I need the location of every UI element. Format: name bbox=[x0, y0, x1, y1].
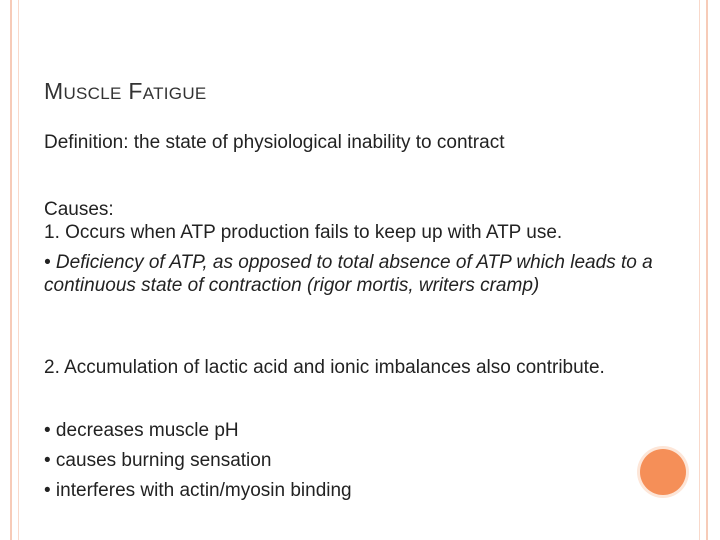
decorative-circle bbox=[640, 449, 686, 495]
definition-text: Definition: the state of physiological inability to contract bbox=[44, 132, 505, 153]
list-item: • causes burning sensation bbox=[44, 450, 272, 471]
cause-2-bullet-list bbox=[44, 416, 684, 506]
causes-label: Causes: bbox=[44, 199, 114, 220]
list-item: • decreases muscle pH bbox=[44, 420, 239, 441]
cause-1-text: 1. Occurs when ATP production fails to keep up with ATP use. bbox=[44, 222, 563, 243]
slide-title: MUSCLE FATIGUE bbox=[44, 78, 207, 104]
list-item: • interferes with actin/myosin binding bbox=[44, 480, 352, 501]
cause-1-bullet: • Deficiency of ATP, as opposed to total absence of ATP which leads to a continuous state of contraction (rigor mortis, writers cramp) bbox=[44, 252, 653, 296]
cause-2-text: 2. Accumulation of lactic acid and ionic imbalances also contribute. bbox=[44, 357, 605, 378]
